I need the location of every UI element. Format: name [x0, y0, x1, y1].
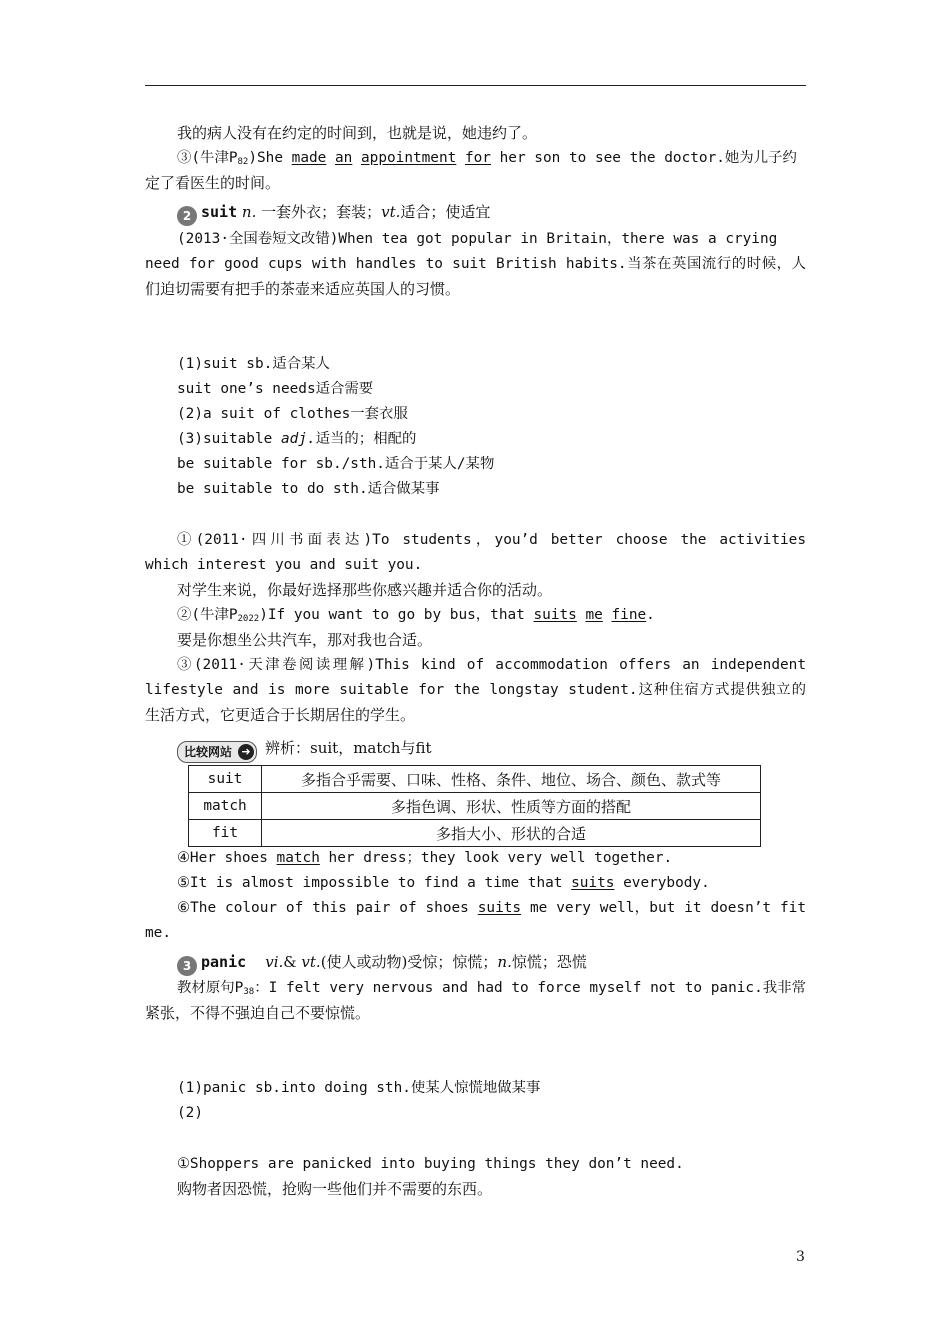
table-cell-word: match [189, 793, 262, 820]
table-cell-desc: 多指合乎需要、口味、性格、条件、地位、场合、颜色、款式等 [262, 766, 761, 793]
comparison-table [188, 765, 761, 847]
translation-line: 购物者因恐慌，抢购一些他们并不需要的东西。 [177, 1180, 493, 1198]
example-line: ③(2011·天津卷阅读理解)This kind of accommodation offers an independent [177, 657, 806, 673]
text-line: need for good cups with handles to suit British habits.当茶在英国流行的时候，人 [145, 256, 806, 272]
table-cell-desc: 多指大小、形状的合适 [262, 820, 761, 847]
compare-label: 比较网站 ➜ [177, 741, 257, 763]
compare-heading: 比较网站 ➜ 辨析：suit，match与fit [177, 738, 432, 763]
number-badge-icon: 3 [177, 956, 197, 976]
text-line: 定了看医生的时间。 [145, 174, 281, 192]
translation-line: 紧张，不得不强迫自己不要惊慌。 [145, 1004, 371, 1022]
example-line: me. [145, 925, 171, 941]
word-heading-suit: 2 suit n. 一套外衣；套装；vt.适合；使适宜 [177, 202, 490, 226]
translation-line: 要是你想坐公共汽车，那对我也合适。 [177, 631, 433, 649]
example-line: ⑥The colour of this pair of shoes suits me very well，but it doesn’t fit [177, 900, 806, 916]
text-line: (2013·全国卷短文改错)When tea got popular in Britain，there was a crying [177, 231, 778, 247]
example-appointment: ③(牛津$P_{82})She$ made an appointment for her son to see the doctor.她为儿子约 [177, 150, 797, 167]
example-line: ②(牛津$P_{2022})If$ you want to go by bus，that suits me fine. [177, 607, 655, 624]
header-rule [145, 85, 806, 86]
phrase-line: (1)panic sb.into doing sth.使某人惊慌地做某事 [177, 1080, 541, 1096]
example-line: ①Shoppers are panicked into buying things they don’t need. [177, 1156, 684, 1172]
number-badge-icon: 2 [177, 206, 197, 226]
table-cell-word: suit [189, 766, 262, 793]
phrase-line: (2) [177, 1105, 203, 1121]
phrase-line: (1)suit sb.适合某人 [177, 356, 330, 372]
example-line: ①(2011·四川书面表达)To students，you’d better choose the activities [177, 532, 806, 548]
example-line: which interest you and suit you. [145, 557, 423, 573]
translation-line: 对学生来说，你最好选择那些你感兴趣并适合你的活动。 [177, 581, 553, 599]
page-number: 3 [796, 1249, 805, 1265]
text-line: 们迫切需要有把手的茶壶来适应英国人的习惯。 [145, 280, 461, 298]
phrase-line: (2)a suit of clothes一套衣服 [177, 406, 408, 422]
word-heading-panic: 3 panic vi.& vt.(使人或动物)受惊；惊慌；n.惊慌；恐慌 [177, 952, 587, 976]
example-line: ⑤It is almost impossible to find a time that suits everybody. [177, 875, 710, 891]
table-cell-desc: 多指色调、形状、性质等方面的搭配 [262, 793, 761, 820]
example-line: lifestyle and is more suitable for the longstay student.这种住宿方式提供独立的 [145, 682, 806, 698]
table-row [189, 820, 761, 847]
example-line: ④Her shoes match her dress；they look very well together. [177, 850, 673, 866]
table-row [189, 793, 761, 820]
textbook-sentence: 教材原句$P_{38}$：I felt very nervous and had to force myself not to panic.我非常 [177, 980, 807, 997]
phrase-line: (3)suitable adj.适当的；相配的 [177, 431, 417, 447]
arrow-right-icon: ➜ [238, 744, 254, 760]
phrase-line: suit one’s needs适合需要 [177, 381, 374, 397]
translation-line: 生活方式，它更适合于长期居住的学生。 [145, 706, 416, 724]
phrase-line: be suitable to do sth.适合做某事 [177, 481, 440, 497]
phrase-line: be suitable for sb./sth.适合于某人/某物 [177, 456, 495, 472]
text-line: 我的病人没有在约定的时间到，也就是说，她违约了。 [177, 124, 538, 142]
table-row [189, 766, 761, 793]
table-cell-word: fit [189, 820, 262, 847]
